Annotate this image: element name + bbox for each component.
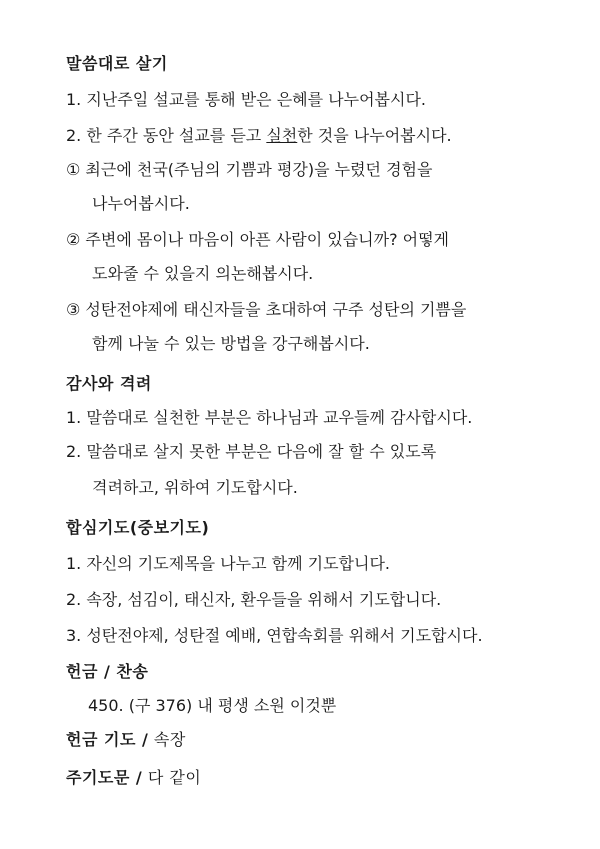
sub-item: ③ 성탄전야제에 태신자들을 초대하여 구주 성탄의 기쁨을: [66, 300, 467, 319]
list-item: 1. 자신의 기도제목을 나누고 함께 기도합니다.: [66, 554, 390, 573]
worksheet-page: [66, 54, 566, 788]
list-item: [66, 126, 566, 146]
sub-item-continuation: 도와줄 수 있을지 의논해봅시다.: [92, 264, 314, 283]
list-item: 2. 속장, 섬김이, 태신자, 환우들을 위해서 기도합니다.: [66, 590, 442, 609]
underlined-word: 실천: [266, 126, 298, 145]
list-item-continuation: 격려하고, 위하여 기도합시다.: [92, 478, 298, 497]
offering-prayer-label: 헌금 기도 /: [66, 730, 149, 749]
section-title-thanks-encouragement: 감사와 격려: [66, 374, 152, 393]
sub-item-continuation: 함께 나눌 수 있는 방법을 강구해봅시다.: [92, 334, 370, 353]
hymn-line: 450. (구 376) 내 평생 소원 이것뿐: [88, 696, 337, 715]
list-item-text: 2. 한 주간 동안 설교를 듣고: [66, 126, 267, 145]
list-item: 1. 지난주일 설교를 통해 받은 은혜를 나누어봅시다.: [66, 90, 426, 109]
sub-item: ① 최근에 천국(주님의 기쁨과 평강)을 누렸던 경험을: [66, 160, 433, 179]
lords-prayer-leader: 다 같이: [142, 768, 202, 787]
offering-prayer-leader: 속장: [148, 730, 186, 749]
lords-prayer-label: 주기도문 /: [66, 768, 143, 787]
sub-item: ② 주변에 몸이나 마음이 아픈 사람이 있습니까? 어떻게: [66, 230, 450, 249]
list-item: 1. 말씀대로 실천한 부분은 하나님과 교우들께 감사합시다.: [66, 408, 473, 427]
section-title-offering-hymn: 헌금 / 찬송: [66, 662, 149, 681]
list-item: 3. 성탄전야제, 성탄절 예배, 연합속회를 위해서 기도합시다.: [66, 626, 483, 645]
list-item-text: 한 것을 나누어봅시다.: [297, 126, 452, 145]
list-item: 2. 말씀대로 살지 못한 부분은 다음에 잘 할 수 있도록: [66, 442, 437, 461]
sub-item-continuation: 나누어봅시다.: [92, 194, 190, 213]
section-title-living-by-word: 말씀대로 살기: [66, 54, 168, 73]
offering-prayer-row: [66, 730, 566, 750]
section-title-united-prayer: 합심기도(중보기도): [66, 518, 210, 537]
lords-prayer-row: [66, 768, 566, 788]
